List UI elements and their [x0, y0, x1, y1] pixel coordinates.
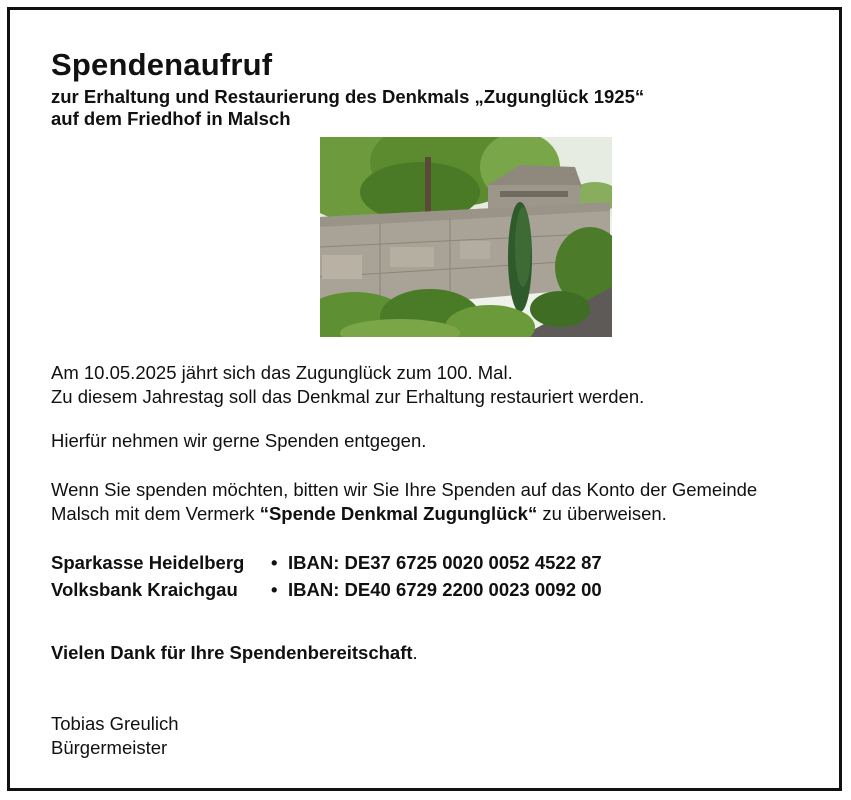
subtitle-line-1: zur Erhaltung und Restaurierung des Denkmals „Zugunglück 1925“	[51, 86, 645, 107]
transfer-paragraph	[51, 478, 757, 526]
transfer-reference: “Spende Denkmal Zugunglück“	[259, 503, 538, 524]
transfer-line-2-post: zu überweisen.	[537, 503, 667, 524]
notice-frame	[7, 7, 842, 791]
memorial-photo-illustration	[320, 137, 612, 337]
anniversary-line-1: Am 10.05.2025 jährt sich das Zugunglück zum 100. Mal.	[51, 362, 513, 383]
transfer-line-2	[51, 502, 757, 526]
donations-paragraph: Hierfür nehmen wir gerne Spenden entgegen.	[51, 430, 427, 451]
bank-iban: IBAN: DE40 6729 2200 0023 0092 00	[288, 579, 602, 600]
thanks-text: Vielen Dank für Ihre Spendenbereitschaft	[51, 642, 413, 663]
page-subtitle	[51, 86, 644, 130]
anniversary-paragraph	[51, 361, 644, 409]
bank-account-row	[51, 549, 602, 576]
bullet-icon: •	[271, 552, 278, 573]
memorial-photo	[320, 137, 612, 337]
bank-iban: IBAN: DE37 6725 0020 0052 4522 87	[288, 552, 602, 573]
bank-accounts	[51, 549, 602, 603]
signature-role: Bürgermeister	[51, 737, 168, 758]
bullet-icon: •	[271, 579, 278, 600]
thanks-line	[51, 642, 418, 664]
bank-iban-group	[271, 576, 602, 603]
bank-name: Volksbank Kraichgau	[51, 579, 238, 600]
transfer-line-1: Wenn Sie spenden möchten, bitten wir Sie Ihre Spenden auf das Konto der Gemeinde	[51, 479, 758, 500]
bank-name: Sparkasse Heidelberg	[51, 552, 245, 573]
notice-content	[10, 10, 839, 788]
signature-block	[51, 712, 179, 760]
signature-name: Tobias Greulich	[51, 713, 179, 734]
bank-iban-group	[271, 549, 602, 576]
bank-account-row	[51, 576, 602, 603]
page-title: Spendenaufruf	[51, 47, 273, 82]
anniversary-line-2: Zu diesem Jahrestag soll das Denkmal zur Erhaltung restauriert werden.	[51, 386, 645, 407]
thanks-period: .	[412, 642, 418, 663]
transfer-line-2-pre: Malsch mit dem Vermerk	[51, 503, 260, 524]
subtitle-line-2: auf dem Friedhof in Malsch	[51, 108, 291, 129]
